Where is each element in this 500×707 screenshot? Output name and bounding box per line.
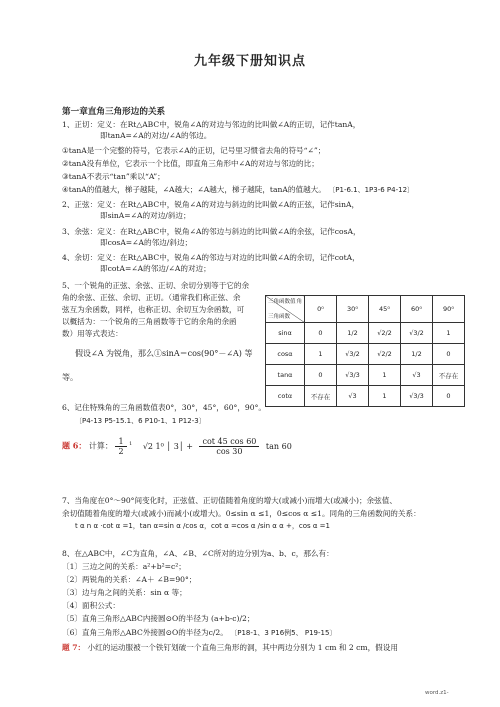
value-cell: 1	[433, 323, 465, 344]
angle-header: 90⁰	[433, 296, 465, 323]
text-line: 等。	[62, 373, 78, 382]
table-row	[266, 344, 465, 365]
text-line: 1、正切：定义：在Rt△ABC中，锐角∠A的对边与邻边的比叫做∠A的正切，记作tanA，	[62, 120, 361, 129]
angle-header: 0⁰	[305, 296, 337, 323]
text-line: 即tanA=∠A的对边/∠A的邻边。	[100, 131, 212, 140]
text-line: 角的余弦、正弦、余切、正切。（通常我们称正弦、余	[62, 293, 241, 302]
fraction	[115, 437, 126, 456]
text-line: 即cosA=∠A的邻边/斜边；	[100, 238, 193, 247]
page-reference: 〔P18-1、3 P16例5、 P19-15〕	[230, 629, 337, 637]
text-line: 假设∠A 为锐角，那么①sinA＝cos(90°－∠A) 等	[75, 349, 253, 358]
corner-label: 角	[296, 299, 302, 305]
text-line: 8、在△ABC中，∠C为直角，∠A、∠B、∠C所对的边分别为a、b、c，那么有：	[62, 549, 334, 558]
text-line: t α n α ·cot α =1，tan α=sin α /cos α，cot α =cos α /sin α α +，cos α =1	[75, 522, 331, 530]
table-row	[266, 365, 465, 386]
value-cell: 1	[369, 386, 401, 407]
fraction-denominator: 2	[118, 447, 124, 456]
text-line	[62, 627, 336, 639]
function-cell: sinα	[266, 323, 305, 344]
value-cell: √3/3	[337, 365, 369, 386]
angle-header: 45⁰	[369, 296, 401, 323]
text-line: ③tanA不表示“tan”乘以“A”；	[62, 172, 165, 181]
angle-header: 60⁰	[401, 296, 433, 323]
corner-label: 三角函数值	[268, 299, 296, 305]
value-cell: 1/2	[401, 344, 433, 365]
value-cell: 0	[305, 323, 337, 344]
corner-label: 三角函数	[268, 314, 291, 320]
fraction-numerator: cot 45 cos 60	[199, 437, 259, 447]
value-cell: √2/2	[369, 323, 401, 344]
value-cell: 1	[369, 365, 401, 386]
fraction	[199, 437, 259, 456]
chapter-heading: 第一章直角三角形边的关系	[62, 107, 166, 117]
text-span: ④tanA的值越大，梯子越陡，∠A越大；∠A越大，梯子越陡，tanA的值越大。	[62, 185, 326, 194]
text-line: 弦互为余函数，同样，也称正切、余切互为余函数，可	[62, 305, 245, 314]
text-line: 〔3〕边与角之间的关系：sin α 等；	[62, 588, 187, 597]
superscript: 1	[129, 440, 133, 447]
text-line	[62, 642, 398, 653]
text-line: 〔2〕两锐角的关系：∠A＋ ∠B=90°；	[62, 575, 197, 584]
text-span: 〔6〕直角三角形△ABC外接圆⊙O的半径为c/2。	[62, 628, 228, 637]
example-label: 题 6：	[62, 440, 87, 451]
page-reference: 〔P4-13 P5-15.1、6 P10-1、1 P12-3〕	[75, 417, 206, 425]
document-title: 九年级下册知识点	[193, 54, 306, 69]
text-line: 2、正弦：定义：在Rt△ABC中，锐角∠A的对边与斜边的比叫做∠A的正弦，记作sinA，	[62, 200, 360, 209]
text-span: 小红的运动服被一个铁钉划破一个直角三角形的洞，其中两边分别为 1 cm 和 2 cm，假设用	[87, 643, 398, 652]
text-span: 计算：	[88, 441, 113, 451]
value-cell: 不存在	[305, 386, 337, 407]
function-cell: cotα	[266, 386, 305, 407]
text-line: 4、余切：定义：在Rt△ABC中，锐角∠A的邻边与对边的比叫做∠A的余切，记作cotA，	[62, 253, 360, 262]
value-cell: √2/2	[369, 344, 401, 365]
angle-header: 30⁰	[337, 296, 369, 323]
value-cell: √3	[401, 365, 433, 386]
value-cell: √3/3	[401, 386, 433, 407]
text-line: ①tanA是一个完整的符号，它表示∠A的正切，记号里习惯省去角的符号“∠”；	[62, 146, 326, 155]
function-cell: cosα	[266, 344, 305, 365]
page-reference: 〔P1-6.1、1P3-6 P4-12〕	[328, 186, 415, 194]
text-line: 余切值随着角度的增大(或减小)而减小(或增大)。0≤sin α ≤1，0≤cos α ≤1。同角的三角函数间的关系：	[62, 509, 421, 518]
value-cell: 0	[433, 386, 465, 407]
trig-values-table	[265, 295, 465, 407]
fraction-numerator: 1	[115, 437, 126, 447]
text-line: 〔1〕三边之间的关系：a²+b²=c²；	[62, 562, 186, 571]
text-line: 以概括为：一个锐角的三角函数等于它的余角的余函	[62, 317, 237, 326]
example-6-formula	[62, 437, 292, 456]
page-footer: word.z1-	[425, 690, 449, 696]
value-cell: 不存在	[433, 365, 465, 386]
text-span: √2 1⁰ │ 3│ +	[142, 441, 193, 451]
text-line: 即sinA=∠A的对边/斜边；	[100, 211, 191, 220]
value-cell: 1	[305, 344, 337, 365]
table-row	[266, 323, 465, 344]
text-line: 〔5〕直角三角形△ABC内接圆⊙O的半径为 (a+b-c)/2；	[62, 614, 255, 623]
text-line: 数）用等式表达：	[62, 329, 123, 338]
text-line: ②tanA没有单位，它表示一个比值，即直角三角形中∠A的对边与邻边的比；	[62, 159, 319, 168]
table-row	[266, 386, 465, 407]
value-cell: √3/2	[401, 323, 433, 344]
example-label: 题 7：	[62, 643, 86, 652]
value-cell: √3	[337, 386, 369, 407]
value-cell: 1/2	[337, 323, 369, 344]
fraction-denominator: cos 30	[216, 447, 243, 456]
value-cell: 0	[433, 344, 465, 365]
value-cell: 0	[305, 365, 337, 386]
table-corner-header	[266, 296, 305, 323]
text-line: 6、记住特殊角的三角函数值表0°，30°，45°，60°，90°。	[62, 403, 266, 412]
text-line: 即cotA=∠A的邻边/∠A的对边；	[100, 264, 211, 273]
function-cell: tanα	[266, 365, 305, 386]
text-line	[62, 184, 414, 196]
value-cell: √3/2	[337, 344, 369, 365]
text-line: 5、一个锐角的正弦、余弦、正切、余切分别等于它的余	[62, 281, 250, 290]
text-line: 3、余弦：定义：在Rt△ABC中，锐角∠A的邻边与斜边的比叫做∠A的余弦，记作cosA，	[62, 227, 361, 236]
text-line: 7、当角度在0°～90°间变化时，正弦值、正切值随着角度的增大(或减小)而增大(或减小)；余弦值、	[62, 496, 397, 505]
text-span: tan 60	[265, 441, 292, 451]
text-line: 〔4〕面积公式：	[62, 601, 120, 610]
